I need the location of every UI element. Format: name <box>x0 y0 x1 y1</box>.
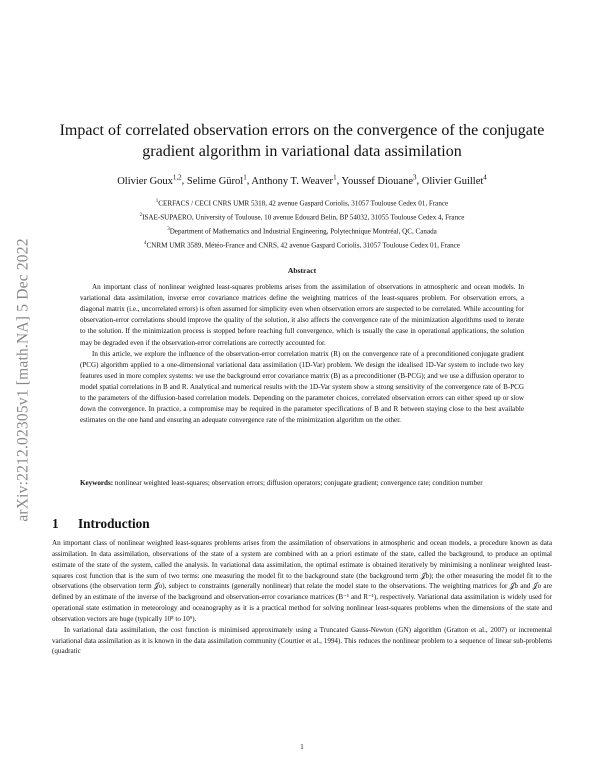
section-heading <box>52 516 552 532</box>
section-title: Introduction <box>78 516 150 531</box>
affiliation-line <box>52 210 552 224</box>
author-affiliation-marker: 3 <box>413 173 417 181</box>
page-number: 1 <box>300 742 304 751</box>
author-affiliation-marker: 1 <box>333 173 337 181</box>
affiliation-text: CNRM UMR 3589, Météo-France and CNRS, 42 avenue Gaspard Coriolis, 31057 Toulouse Cedex 01, France <box>146 240 460 249</box>
author-affiliation-marker: 1 <box>243 173 247 181</box>
intro-paragraph-2: In variational data assimilation, the cost function is minimised approximately using a Truncated Gauss-Newton (GN) algorithm (Gratton et al., 2007) or incremental variational data assimilation as it is known in the data assimilation community (Courtier et al., 1994). This reduces the nonlinear problem to a sequence of linear sub-problems (quadratic <box>52 625 552 656</box>
affiliation-number: 3 <box>167 226 170 232</box>
author-name: Olivier Goux$^{1,2}$ <box>117 173 182 187</box>
arxiv-identifier <box>6 195 42 565</box>
author-name: Youssef Diouane$^3$ <box>341 173 417 187</box>
affiliation-text: ISAE-SUPAERO, University of Toulouse, 10 avenue Edouard Belin, BP 54032, 31055 Toulouse Cedex 4, France <box>142 213 465 222</box>
keywords-label: Keywords: <box>80 479 114 487</box>
abstract-paragraph-1: An important class of nonlinear weighted least-squares problems arises from the assimilation of observations in atmospheric and ocean models. In variational data assimilation, inverse error covariance matrices define the weighting matrices of the least-squares problem. For observation errors, a diagonal matrix (i.e., uncorrelated errors) is often assumed for simplicity even when observation errors are suspected to be correlated. While accounting for observation-error correlations should improve the quality of the solution, it also affects the convergence rate of the minimization algorithms used to iterate to the solution. If the minimization process is stopped before reaching full convergence, which is usually the case in operational applications, the solution may be degraded even if the observation-error correlations are correctly accounted for. <box>80 283 524 347</box>
affiliation-text: Department of Mathematics and Industrial Engineering, Polytechnique Montréal, QC, Canada <box>169 227 437 236</box>
affiliation-number: 2 <box>139 212 143 218</box>
author-affiliation-marker: 4 <box>483 173 487 181</box>
affiliation-line <box>52 238 552 252</box>
affiliation-list <box>52 196 552 251</box>
author-name: Olivier Guillet$^4$ <box>421 173 487 187</box>
author-affiliation-marker: 1,2 <box>172 173 182 181</box>
author-name: Selime Gürol$^1$ <box>186 173 247 187</box>
affiliation-line <box>52 196 552 210</box>
abstract <box>80 265 524 426</box>
abstract-paragraph-2: In this article, we explore the influence of the observation-error correlation matrix (R) on the convergence rate of a preconditioned conjugate gradient (PCG) algorithm applied to a one-dimensional variational data assimilation (1D-Var) problem. We design the idealised 1D-Var system to include two key features used in more complex systems: we use the background error covariance matrix (B) as a preconditioner (B-PCG); and we use a diffusion operator to model spatial correlations in B and R. Analytical and numerical results with the 1D-Var system show a strong sensitivity of the convergence rate of B-PCG to the parameters of the diffusion-based correlation models. Depending on the parameter choices, correlated observation errors can either speed up or slow down the convergence. In practice, a compromise may be required in the parameter specifications of B and R between staying close to the best available estimates on the one hand and ensuring an adequate convergence rate of the minimization algorithm on the other. <box>80 349 524 425</box>
keywords <box>80 478 524 489</box>
affiliation-number: 4 <box>144 240 147 246</box>
paper-title: Impact of correlated observation errors on the convergence of the conjugate gradient algorithm in variational data assimilation <box>59 122 545 160</box>
author-list: Olivier Goux$^{1,2}$, Selime Gürol$^1$, Anthony T. Weaver$^1$, Youssef Diouane$^3$, Olivier Guillet$^4$ <box>117 173 487 187</box>
arxiv-id-text: arXiv:2212.02305v1 [math.NA] 5 Dec 2022 <box>15 238 32 522</box>
intro-paragraph-1: An important class of nonlinear weighted least-squares problems arises from the assimilation of observations in atmospheric and ocean models, a procedure known as data assimilation. In data assimilation, observations of the state of a system are combined with an a priori estimate of the state, called the background, to produce an optimal estimate of the state of the system, called the analysis. In variational data assimilation, the optimal estimate is obtained iteratively by minimising a nonlinear weighted least-squares cost function that is the sum of two terms: one measuring the model fit to the background state (the background term 𝒥b); the other measuring the model fit to the observations (the observation term 𝒥o), subject to constraints (generally nonlinear) that relate the model state to the observations. The weighting matrices for 𝒥b and 𝒥o are defined by an estimate of the inverse of the background and observation-error covariance matrices (B⁻¹ and R⁻¹), respectively. Variational data assimilation is widely used for operational state estimation in meteorology and oceanography as it is a practical method for solving nonlinear least-squares problems when the dimensions of the state and observation vectors are huge (typically 10⁸ to 10⁹). <box>52 539 552 623</box>
affiliation-line <box>52 224 552 238</box>
affiliation-number: 1 <box>155 199 159 204</box>
introduction-body <box>52 538 552 657</box>
keywords-text: nonlinear weighted least-squares; observation errors; diffusion operators; conjugate gradient; convergence rate; condition number <box>114 479 483 487</box>
affiliation-text: CERFACS / CECI CNRS UMR 5318, 42 avenue Gaspard Coriolis, 31057 Toulouse Cedex 01, France <box>158 199 449 208</box>
abstract-heading: Abstract <box>287 266 317 275</box>
author-name: Anthony T. Weaver$^1$ <box>251 173 337 187</box>
section-number: 1 <box>52 516 59 531</box>
